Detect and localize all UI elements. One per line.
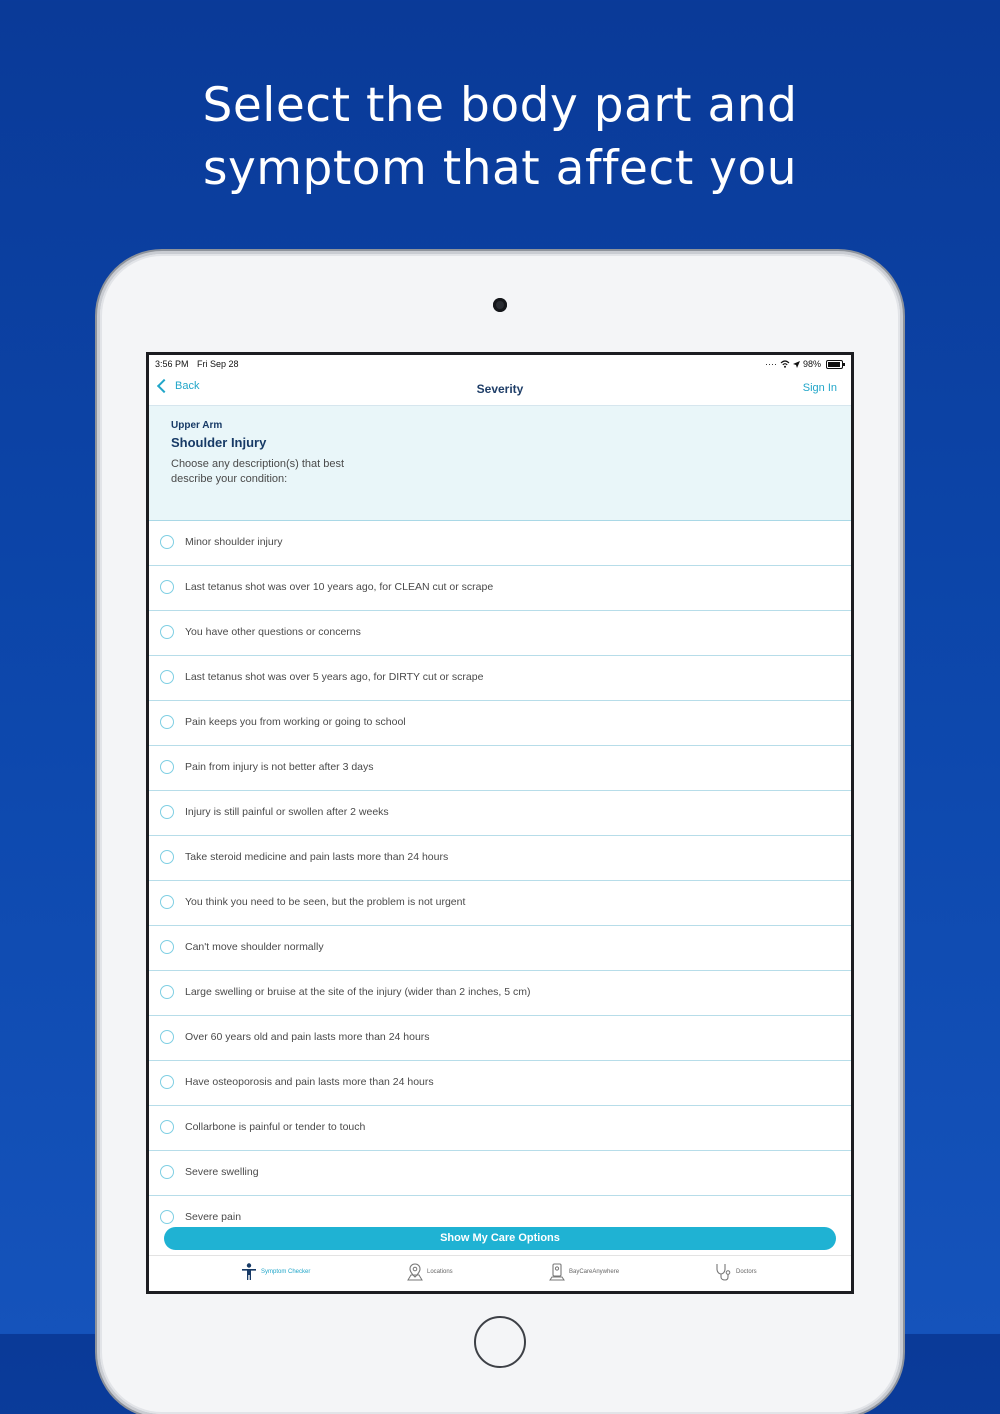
tab-label: Doctors xyxy=(736,1269,757,1275)
tab-baycareanywhere[interactable] xyxy=(549,1263,619,1281)
person-icon xyxy=(241,1263,257,1281)
option-row[interactable] xyxy=(149,1106,851,1151)
radio-button[interactable] xyxy=(160,1210,174,1224)
radio-button[interactable] xyxy=(160,1075,174,1089)
tab-bar xyxy=(149,1255,851,1292)
map-pin-icon xyxy=(407,1263,423,1281)
option-row[interactable] xyxy=(149,1151,851,1196)
radio-button[interactable] xyxy=(160,1030,174,1044)
tab-doctors[interactable] xyxy=(714,1263,757,1281)
marketing-headline xyxy=(0,74,1000,200)
option-row[interactable] xyxy=(149,926,851,971)
tab-symptom-checker[interactable] xyxy=(241,1263,310,1281)
radio-button[interactable] xyxy=(160,1165,174,1179)
radio-button[interactable] xyxy=(160,760,174,774)
option-label: Last tetanus shot was over 10 years ago, for CLEAN cut or scrape xyxy=(185,581,494,593)
option-row[interactable] xyxy=(149,1196,851,1227)
radio-button[interactable] xyxy=(160,670,174,684)
sign-in-link[interactable]: Sign In xyxy=(802,382,837,394)
tab-label: Symptom Checker xyxy=(261,1269,311,1275)
status-date: Fri Sep 28 xyxy=(197,359,239,369)
page-title: Severity xyxy=(476,382,524,396)
navigation-bar xyxy=(149,373,851,406)
condition-header xyxy=(149,406,851,521)
location-arrow-icon xyxy=(793,361,800,368)
option-row[interactable] xyxy=(149,836,851,881)
instruction-text: Choose any description(s) that best describe your condition: xyxy=(171,458,345,485)
tab-label: BayCareAnywhere xyxy=(569,1269,620,1275)
option-label: Pain keeps you from working or going to school xyxy=(185,716,406,728)
app-screen xyxy=(146,352,854,1294)
radio-button[interactable] xyxy=(160,715,174,729)
battery-percent: 98% xyxy=(802,359,821,369)
radio-button[interactable] xyxy=(160,940,174,954)
radio-button[interactable] xyxy=(160,580,174,594)
option-label: Severe swelling xyxy=(185,1166,259,1178)
option-row[interactable] xyxy=(149,746,851,791)
condition-title: Shoulder Injury xyxy=(171,435,267,450)
option-label: Over 60 years old and pain lasts more than 24 hours xyxy=(185,1031,430,1043)
option-row[interactable] xyxy=(149,701,851,746)
status-bar xyxy=(149,355,851,373)
status-time: 3:56 PM xyxy=(155,359,189,369)
ipad-frame xyxy=(100,254,900,1414)
option-label: Have osteoporosis and pain lasts more than 24 hours xyxy=(185,1076,434,1088)
option-label: Last tetanus shot was over 5 years ago, for DIRTY cut or scrape xyxy=(185,671,484,683)
option-row[interactable] xyxy=(149,971,851,1016)
option-label: Take steroid medicine and pain lasts more than 24 hours xyxy=(185,851,449,863)
radio-button[interactable] xyxy=(160,1120,174,1134)
option-label: Severe pain xyxy=(185,1211,242,1223)
radio-button[interactable] xyxy=(160,985,174,999)
back-label: Back xyxy=(175,380,200,392)
radio-button[interactable] xyxy=(160,625,174,639)
radio-button[interactable] xyxy=(160,850,174,864)
camera-icon xyxy=(493,298,507,312)
headline-line-2: symptom that affect you xyxy=(202,141,798,196)
radio-button[interactable] xyxy=(160,895,174,909)
option-label: You think you need to be seen, but the problem is not urgent xyxy=(185,896,466,908)
option-row[interactable] xyxy=(149,1061,851,1106)
show-care-options-button[interactable]: Show My Care Options xyxy=(164,1227,836,1250)
radio-button[interactable] xyxy=(160,535,174,549)
option-label: Injury is still painful or swollen after 2 weeks xyxy=(185,806,389,818)
tab-label: Locations xyxy=(427,1269,453,1275)
wifi-icon xyxy=(780,360,790,368)
option-row[interactable] xyxy=(149,566,851,611)
battery-icon xyxy=(826,360,843,369)
stethoscope-icon xyxy=(714,1263,732,1281)
option-row[interactable] xyxy=(149,521,851,566)
severity-options-list xyxy=(149,521,851,1227)
option-row[interactable] xyxy=(149,881,851,926)
headline-line-1: Select the body part and xyxy=(202,78,798,133)
option-label: Large swelling or bruise at the site of the injury (wider than 2 inches, 5 cm) xyxy=(185,986,531,998)
option-label: Can't move shoulder normally xyxy=(185,941,324,953)
tab-locations[interactable] xyxy=(407,1263,453,1281)
option-label: You have other questions or concerns xyxy=(185,626,361,638)
option-label: Minor shoulder injury xyxy=(185,536,283,548)
option-label: Collarbone is painful or tender to touch xyxy=(185,1121,366,1133)
option-row[interactable] xyxy=(149,791,851,836)
device-icon xyxy=(549,1263,565,1281)
body-part-label: Upper Arm xyxy=(171,420,223,431)
home-button[interactable] xyxy=(474,1316,526,1368)
signal-icon: ···· xyxy=(764,359,777,369)
option-label: Pain from injury is not better after 3 days xyxy=(185,761,374,773)
option-row[interactable] xyxy=(149,611,851,656)
radio-button[interactable] xyxy=(160,805,174,819)
option-row[interactable] xyxy=(149,656,851,701)
option-row[interactable] xyxy=(149,1016,851,1061)
